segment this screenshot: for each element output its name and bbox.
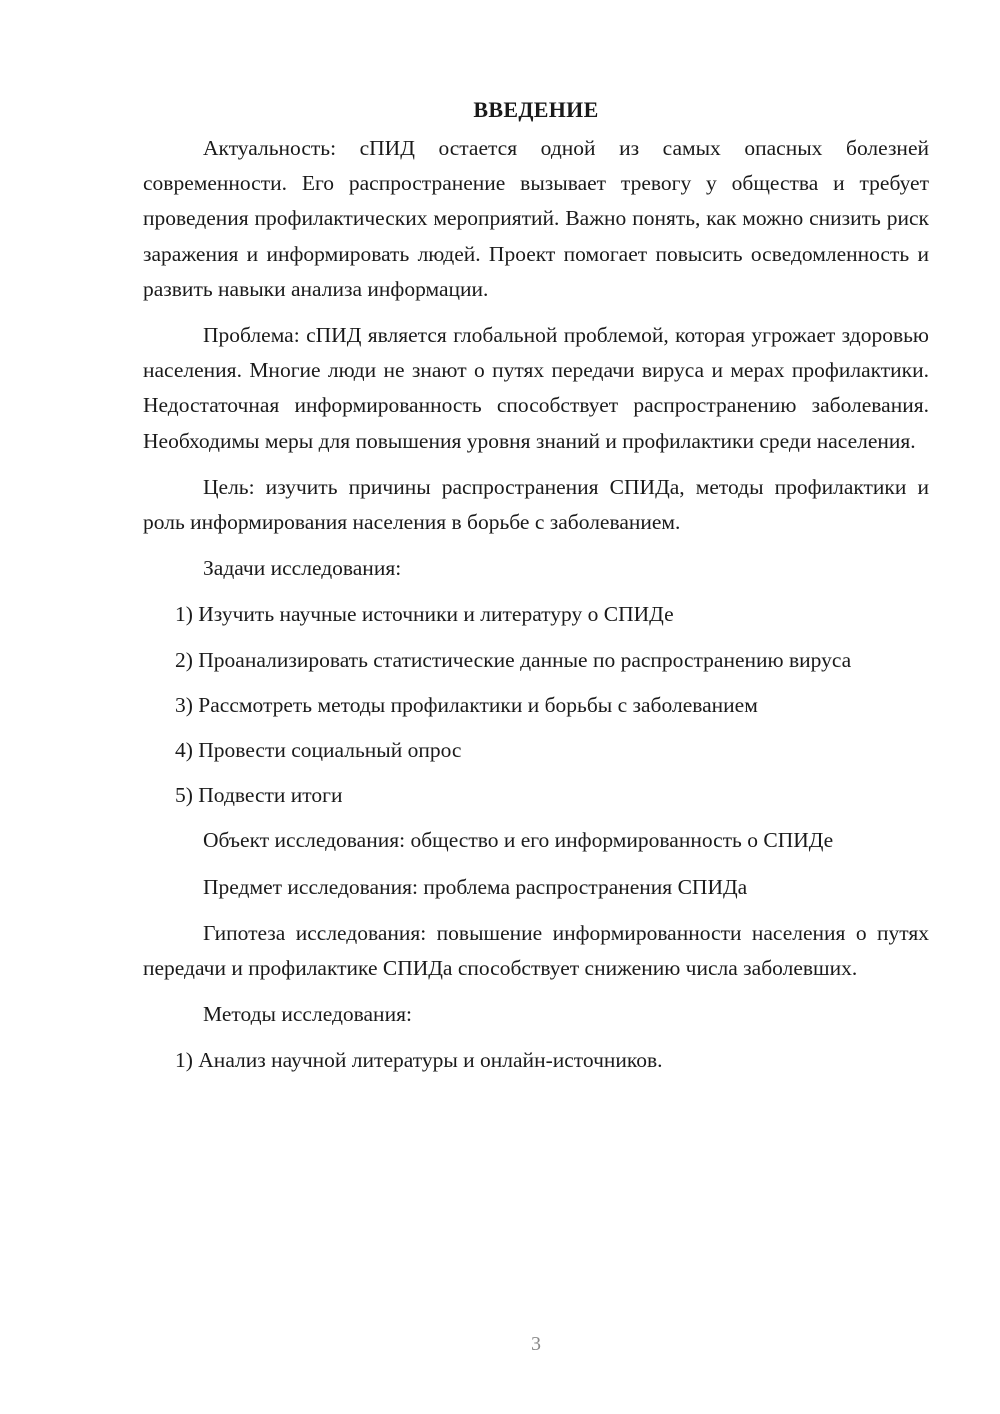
page-number: 3: [531, 1333, 541, 1355]
object-paragraph: Объект исследования: общество и его информированность о СПИДе: [203, 828, 834, 853]
task-item-4: 4) Провести социальный опрос: [175, 738, 462, 763]
page-title: ВВЕДЕНИЕ: [473, 97, 599, 122]
task-item-3: 3) Рассмотреть методы профилактики и борьбы с заболеванием: [175, 692, 758, 717]
hypothesis-paragraph: Гипотеза исследования: повышение информированности населения о путях передачи и профилактике СПИДа способствует снижению числа заболевших.: [143, 920, 929, 981]
task-item-1: 1) Изучить научные источники и литературу о СПИДе: [175, 602, 674, 627]
relevance-paragraph: Актуальность: сПИД остается одной из самых опасных болезней современности. Его распространение вызывает тревогу у общества и требует проведения профилактических мероприятий. Важно понять, как можно снизить риск заражения и информировать людей. Проект помогает повысить осведомленность и развить навыки анализа информации.: [143, 136, 929, 301]
subject-paragraph: Предмет исследования: проблема распространения СПИДа: [203, 874, 748, 899]
problem-paragraph: Проблема: сПИД является глобальной проблемой, которая угрожает здоровью населения. Многие люди не знают о путях передачи вируса и мерах профилактики. Недостаточная информированность способствует распространению заболевания. Необходимы меры для повышения уровня знаний и профилактики среди населения.: [143, 323, 929, 453]
goal-paragraph: Цель: изучить причины распространения СПИДа, методы профилактики и роль информирования населения в борьбе с заболеванием.: [143, 474, 929, 535]
tasks-title: Задачи исследования:: [203, 556, 402, 581]
task-item-5: 5) Подвести итоги: [175, 783, 343, 808]
methods-title: Методы исследования:: [203, 1002, 412, 1027]
task-item-2: 2) Проанализировать статистические данные по распространению вируса: [175, 647, 852, 672]
document-page: [143, 92, 929, 1089]
method-item-1: 1) Анализ научной литературы и онлайн-источников.: [175, 1048, 663, 1073]
